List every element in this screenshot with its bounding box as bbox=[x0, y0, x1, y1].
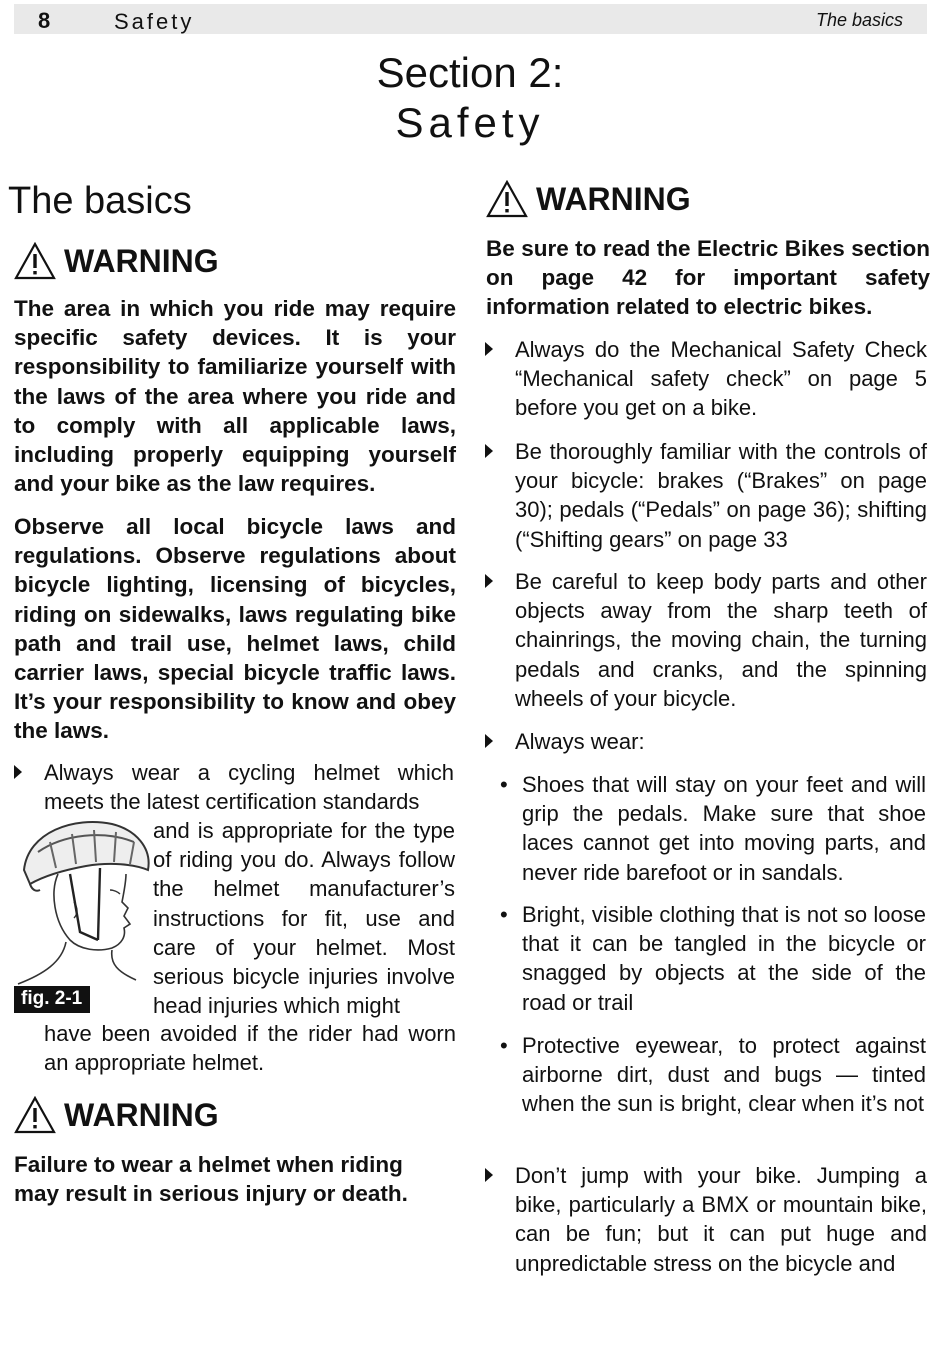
section-title bbox=[260, 48, 680, 148]
triangle-bullet-icon bbox=[14, 765, 22, 779]
warning-label: WARNING bbox=[64, 242, 219, 279]
bullet-text: Always wear: bbox=[515, 729, 645, 754]
header-section-name: Safety bbox=[114, 9, 195, 34]
warning-heading-1 bbox=[14, 242, 219, 280]
bullet-always-wear bbox=[515, 727, 927, 756]
wear-item-eyewear bbox=[500, 1031, 926, 1119]
dot-bullet-icon: • bbox=[500, 772, 508, 797]
bullet-no-jumping bbox=[515, 1161, 927, 1278]
warning-paragraph-2: Observe all local bicycle laws and regulations. Observe regulations about bicycle lighting, licensing of bicycles, riding on sidewalks, laws regulating bike path and trail use, helmet laws, child carrier laws, special bicycle traffic laws. It’s your responsibility to know and obey the laws. bbox=[14, 514, 456, 744]
wear-item-text: Shoes that will stay on your feet and will grip the pedals. Make sure that shoe laces cannot get into moving parts, and never ride barefoot or in sandals. bbox=[522, 772, 926, 885]
warning-label: WARNING bbox=[64, 1096, 219, 1133]
figure-label: fig. 2-1 bbox=[14, 986, 90, 1013]
wear-item-text: Protective eyewear, to protect against airborne dirt, dust and bugs — tinted when the sun is bright, clear when it’s not bbox=[522, 1033, 926, 1117]
triangle-bullet-icon bbox=[485, 342, 493, 356]
warning-triangle-icon bbox=[14, 1096, 56, 1134]
section-title-line1: Section 2: bbox=[376, 49, 564, 96]
bullet-text: Be thoroughly familiar with the controls of your bicycle: brakes (“Brakes” on page 30); pedals (“Pedals” on page 36); shifting (“Shifting gears” on page 33 bbox=[515, 439, 927, 552]
section-title-line2: Safety bbox=[395, 99, 545, 146]
helmet-warning-text: Failure to wear a helmet when riding may result in serious injury or death. bbox=[14, 1152, 408, 1207]
warning-triangle-icon bbox=[14, 242, 56, 280]
helmet-illustration bbox=[14, 812, 154, 1012]
page-header bbox=[14, 4, 927, 34]
warning-paragraph-1: The area in which you ride may require specific safety devices. It is your responsibility to familiarize yourself with the laws of the area where you ride and to comply with all applicable laws, including properly equipping yourself and your bike as the law requires. bbox=[14, 296, 456, 497]
wear-item-shoes bbox=[500, 770, 926, 887]
triangle-bullet-icon bbox=[485, 574, 493, 588]
warning-heading-3 bbox=[486, 180, 691, 218]
bullet-controls bbox=[515, 437, 927, 554]
basics-heading: The basics bbox=[8, 180, 192, 222]
warning-heading-2 bbox=[14, 1096, 219, 1134]
bullet-text: Be careful to keep body parts and other objects away from the sharp teeth of chainrings, the moving chain, the turning pedals and cranks, and the spinning wheels of your bicycle. bbox=[515, 569, 927, 711]
wear-item-text: Bright, visible clothing that is not so loose that it can be tangled in the bicycle or snagged by objects at the side of the road or trail bbox=[522, 902, 926, 1015]
page-number: 8 bbox=[38, 8, 51, 33]
dot-bullet-icon: • bbox=[500, 1033, 508, 1058]
bullet-text: Always do the Mechanical Safety Check “Mechanical safety check” on page 5 before you get on a bike. bbox=[515, 337, 927, 421]
helmet-bullet bbox=[44, 758, 454, 816]
helmet-bullet-end-text: have been avoided if the rider had worn an appropriate helmet. bbox=[44, 1021, 456, 1076]
bullet-mechanical-check bbox=[515, 335, 927, 423]
bullet-body-parts bbox=[515, 567, 927, 713]
warning-label: WARNING bbox=[536, 180, 691, 217]
warning-triangle-icon bbox=[486, 180, 528, 218]
helmet-bullet-wrap-text: and is appropriate for the type of riding you do. Always follow the helmet manufacturer’s instructions for fit, use and care of your helmet. Most serious bicycle injuries involve head injuries which might bbox=[153, 818, 455, 1019]
bullet-text: Don’t jump with your bike. Jumping a bike, particularly a BMX or mountain bike, can be fun; but it can put huge and unpredictable stress on the bicycle and bbox=[515, 1163, 927, 1276]
dot-bullet-icon: • bbox=[500, 902, 508, 927]
helmet-bullet-line-a: Always wear a cycling helmet which meets the latest certification standards bbox=[44, 760, 454, 815]
header-running-title: The basics bbox=[815, 10, 903, 30]
wear-item-clothing bbox=[500, 900, 926, 1017]
triangle-bullet-icon bbox=[485, 734, 493, 748]
triangle-bullet-icon bbox=[485, 1168, 493, 1182]
electric-bikes-warning-text: Be sure to read the Electric Bikes section on page 42 for important safety information related to electric bikes. bbox=[486, 236, 930, 320]
triangle-bullet-icon bbox=[485, 444, 493, 458]
